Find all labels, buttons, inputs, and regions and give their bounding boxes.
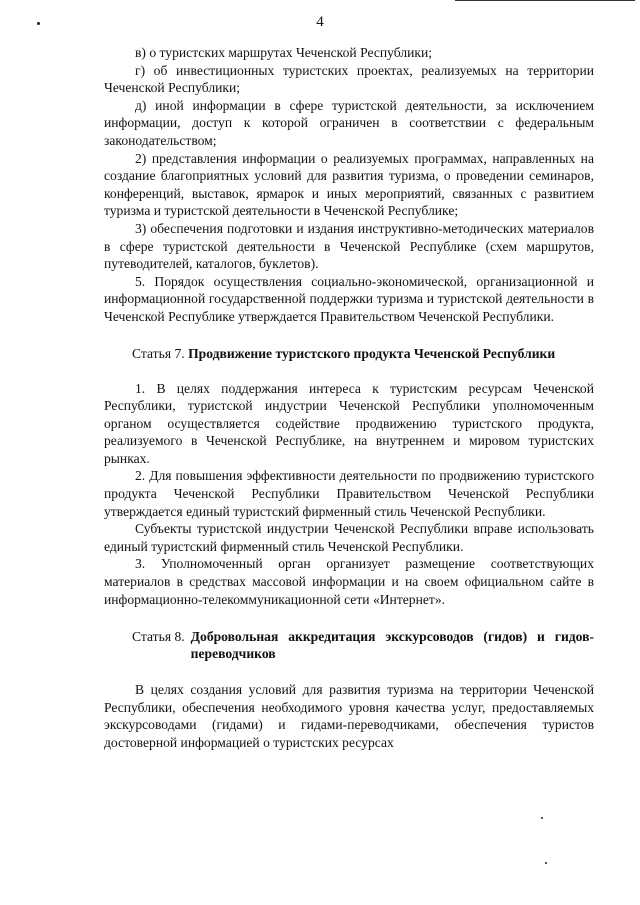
article-7-title: Продвижение туристского продукта Чеченской Республики xyxy=(188,345,556,361)
paragraph: д) иной информации в сфере туристской деятельности, за исключением информации, доступ к которой ограничен в соответствии с федеральным законодательством; xyxy=(104,97,594,148)
paragraph: В целях создания условий для развития туризма на территории Чеченской Республики, обеспечения необходимого уровня качества услуг, предоставляемых экскурсоводами (гидами) и гидами-переводчиками, обеспечения туристов достоверной информацией о туристских ресурсах xyxy=(104,682,594,750)
scan-speck xyxy=(545,862,547,864)
paragraph: в) о туристских маршрутах Чеченской Республики; xyxy=(135,45,433,60)
paragraph: 3) обеспечения подготовки и издания инструктивно-методических материалов в сфере туристской деятельности в Чеченской Республике (схем маршрутов, путеводителей, каталогов, буклетов). xyxy=(104,220,594,272)
article-8-heading xyxy=(104,628,594,662)
paragraph: 1. В целях поддержания интереса к туристским ресурсам Чеченской Республики, туристской индустрии Чеченской Республики уполномоченным органом осуществляется содействие продвижению туристского продукта, реализуемого в Чеченской Республике, на внутреннем и мировом туристских рынках. xyxy=(104,380,594,466)
article-8-lead: Статья 8. xyxy=(132,629,185,645)
paragraph: 3. Уполномоченный орган организует размещение соответствующих материалов в средствах массовой информации и на своем официальном сайте в информационно-телекоммуникационной сети «Интернет». xyxy=(104,556,594,607)
article-7-heading xyxy=(104,345,594,362)
scan-speck xyxy=(541,817,543,819)
paragraph: 2. Для повышения эффективности деятельности по продвижению туристского продукта Чеченской Республики Правительством Чеченской Республики утверждается единый туристский фирменный стиль Чеченской Республики. xyxy=(104,468,594,519)
paragraph: Субъекты туристской индустрии Чеченской Республики вправе использовать единый туристский фирменный стиль Чеченской Республики. xyxy=(104,521,594,554)
page-number: 4 xyxy=(316,14,324,30)
top-edge-line xyxy=(455,0,635,1)
paragraph: 5. Порядок осуществления социально-экономической, организационной и информационной государственной поддержки туризма и туристской деятельности в Чеченской Республике утверждается Правительством Чеченской Республики. xyxy=(104,273,594,324)
document-body xyxy=(104,44,594,752)
article-8-title: Добровольная аккредитация экскурсоводов (гидов) и гидов-переводчиков xyxy=(190,629,594,662)
paragraph: г) об инвестиционных туристских проектах, реализуемых на территории Чеченской Республики; xyxy=(104,62,594,96)
paragraph: 2) представления информации о реализуемых программах, направленных на создание благоприятных условий для развития туризма, о проведении семинаров, конференций, выставок, ярмарок и иных мероприятий, связанных с развитием туризма и туристской деятельности в Чеченской Республике; xyxy=(104,150,594,219)
article-7-lead: Статья 7. xyxy=(132,345,185,361)
